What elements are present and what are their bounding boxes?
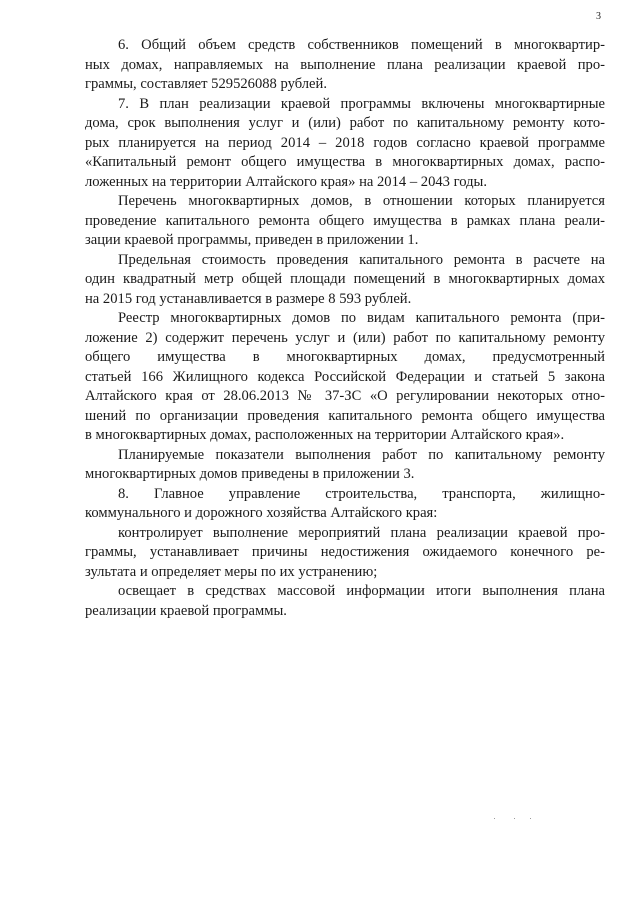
text-line: один квадратный метр общей площади помещений в многоквартирных домах xyxy=(85,271,605,287)
text-line: ных домах, направляемых на выполнение плана реализации краевой про- xyxy=(85,56,605,73)
text-line: на 2015 год устанавливается в размере 8 593 рублей. xyxy=(85,290,412,307)
paragraph-informs xyxy=(85,582,605,621)
scan-speck xyxy=(530,818,531,819)
text-line: ложенных на территории Алтайского края» на 2014 – 2043 годы. xyxy=(85,173,488,190)
text-line: Реестр многоквартирных домов по видам капитального ремонта (при- xyxy=(118,310,605,326)
text-line: коммунального и дорожного хозяйства Алтайского края: xyxy=(85,505,438,521)
text-line: зультата и определяет меры по их устранению; xyxy=(85,563,378,580)
text-line: граммы, устанавливает причины недостижения ожидаемого конечного ре- xyxy=(85,544,605,560)
paragraph-max-cost xyxy=(85,251,605,310)
text-line: контролирует выполнение мероприятий плана реализации краевой про- xyxy=(118,524,605,541)
text-line: зации краевой программы, приведен в приложении 1. xyxy=(85,232,419,248)
text-line: статьей 166 Жилищного кодекса Российской Федерации и статьей 5 закона xyxy=(85,368,605,385)
paragraph-registry xyxy=(85,309,605,446)
text-line: дома, срок выполнения услуг и (или) работ по капитальному ремонту кото- xyxy=(85,115,605,131)
text-line: Алтайского края от 28.06.2013 № 37-ЗС «О регулировании некоторых отно- xyxy=(85,388,605,404)
text-line: общего имущества в многоквартирных домах, предусмотренный xyxy=(85,349,605,365)
text-line: Предельная стоимость проведения капитального ремонта в расчете на xyxy=(118,251,605,268)
text-line: реализации краевой программы. xyxy=(85,602,287,619)
paragraph-building-list xyxy=(85,192,605,251)
text-line: Перечень многоквартирных домов, в отношении которых планируется xyxy=(118,193,605,209)
paragraph-controls xyxy=(85,524,605,583)
text-line: рых планируется на период 2014 – 2018 годов согласно краевой программе xyxy=(85,134,605,151)
text-line: «Капитальный ремонт общего имущества в многоквартирных домах, распо- xyxy=(85,154,605,170)
text-line: в многоквартирных домах, расположенных на территории Алтайского края». xyxy=(85,427,565,443)
text-line: многоквартирных домов приведены в приложении 3. xyxy=(85,466,415,482)
scan-speck xyxy=(494,818,495,819)
text-line: 8. Главное управление строительства, транспорта, жилищно- xyxy=(118,485,605,502)
scan-speck xyxy=(514,818,515,819)
text-line: 6. Общий объем средств собственников помещений в многоквартир- xyxy=(118,37,605,53)
scan-specks xyxy=(494,818,534,822)
text-line: шений по организации проведения капитального ремонта общего имущества xyxy=(85,407,605,424)
text-line: ложение 2) содержит перечень услуг и (или) работ по капитальному ремонту xyxy=(85,329,605,346)
text-line: проведение капитального ремонта общего имущества в рамках плана реали- xyxy=(85,212,605,229)
paragraph-8 xyxy=(85,485,605,524)
page-number: 3 xyxy=(596,11,601,22)
document-body xyxy=(85,36,605,621)
text-line: Планируемые показатели выполнения работ по капитальному ремонту xyxy=(118,446,605,463)
paragraph-planned-indicators xyxy=(85,446,605,485)
text-line: 7. В план реализации краевой программы включены многоквартирные xyxy=(118,95,605,112)
text-line: освещает в средствах массовой информации итоги выполнения плана xyxy=(118,583,605,599)
text-line: граммы, составляет 529526088 рублей. xyxy=(85,76,327,92)
paragraph-6 xyxy=(85,36,605,95)
paragraph-7 xyxy=(85,95,605,193)
